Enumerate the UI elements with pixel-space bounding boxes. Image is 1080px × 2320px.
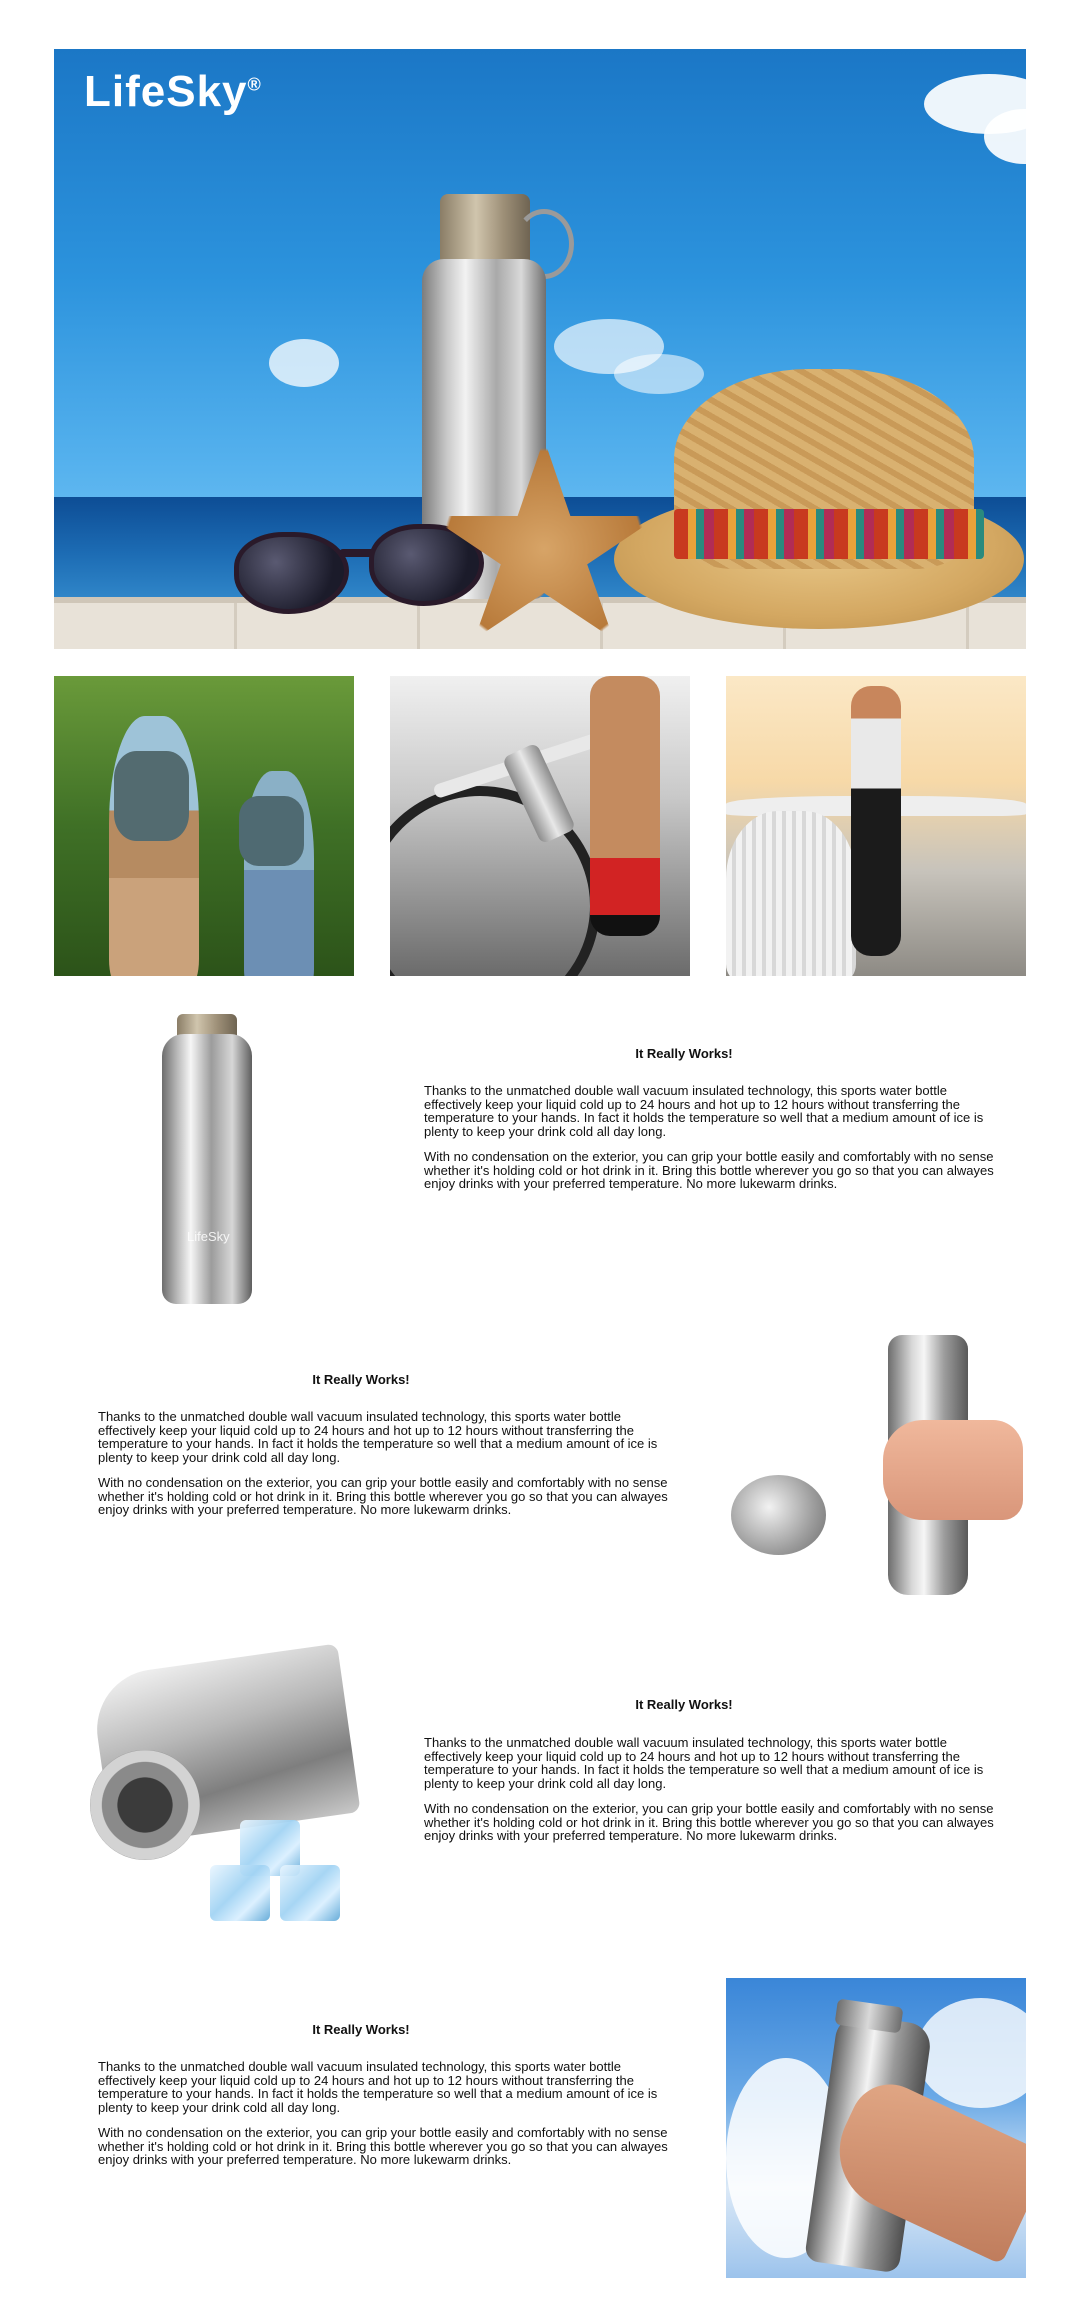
bottle-cap [731,1475,826,1555]
paragraph: With no condensation on the exterior, you can grip your bottle easily and comfortably with no sense whether it's holding cold or hot drink in it. Bring this bottle wherever you go so that you can alwayes enjoy drinks with your preferred temperature. No more lukewarm drinks. [98,1475,668,1517]
runner [851,686,901,956]
cloud [916,1998,1026,2108]
section-body [424,1736,1004,1855]
product-bottle [162,1014,252,1304]
brand-logo: LifeSky® [84,67,262,116]
sunglasses [234,524,484,614]
paragraph: Thanks to the unmatched double wall vacuum insulated technology, this sports water bottle effectively keep your liquid cold up to 24 hours and hot up to 12 hours without transferring the temperature to your hands. In fact it holds the temperature so well that a medium amount of ice is plenty to keep your drink cold all day long. [98,2059,658,2115]
section-title: It Really Works! [312,2022,410,2037]
hiking-photo [54,676,354,976]
cycling-photo [390,676,690,976]
paragraph: With no condensation on the exterior, you can grip your bottle easily and comfortably with no sense whether it's holding cold or hot drink in it. Bring this bottle wherever you go so that you can alwayes enjoy drinks with your preferred temperature. No more lukewarm drinks. [424,1149,994,1191]
backpack [239,796,304,866]
hero-banner-image [54,49,1026,649]
bottle-with-ice-image [90,1650,356,1940]
section-body [98,2060,678,2179]
section-title: It Really Works! [635,1046,733,1061]
section-body [424,1084,1004,1203]
ice-cube [280,1865,340,1921]
cyclist-leg [590,676,660,936]
paragraph: With no condensation on the exterior, you can grip your bottle easily and comfortably with no sense whether it's holding cold or hot drink in it. Bring this bottle wherever you go so that you can alwayes enjoy drinks with your preferred temperature. No more lukewarm drinks. [98,2125,668,2167]
bottle-body [162,1034,252,1304]
paragraph: Thanks to the unmatched double wall vacuum insulated technology, this sports water bottle effectively keep your liquid cold up to 24 hours and hot up to 12 hours without transferring the temperature to your hands. In fact it holds the temperature so well that a medium amount of ice is plenty to keep your drink cold all day long. [98,1409,658,1465]
backpack [114,751,189,841]
hat-band [674,509,984,559]
paragraph: Thanks to the unmatched double wall vacuum insulated technology, this sports water bottle effectively keep your liquid cold up to 24 hours and hot up to 12 hours without transferring the temperature to your hands. In fact it holds the temperature so well that a medium amount of ice is plenty to keep your drink cold all day long. [424,1735,984,1791]
cloud [614,354,704,394]
section-body [98,1410,678,1529]
paragraph: With no condensation on the exterior, you can grip your bottle easily and comfortably with no sense whether it's holding cold or hot drink in it. Bring this bottle wherever you go so that you can alwayes enjoy drinks with your preferred temperature. No more lukewarm drinks. [424,1801,994,1843]
bottle-mouth [90,1750,200,1860]
cloud [269,339,339,387]
section-title: It Really Works! [635,1697,733,1712]
bottle-sky-image [726,1978,1026,2278]
ice-cube [210,1865,270,1921]
paragraph: Thanks to the unmatched double wall vacuum insulated technology, this sports water bottle effectively keep your liquid cold up to 24 hours and hot up to 12 hours without transferring the temperature to your hands. In fact it holds the temperature so well that a medium amount of ice is plenty to keep your drink cold all day long. [424,1083,984,1139]
hand [883,1420,1023,1520]
running-photo [726,676,1026,976]
sunglasses-lens [234,532,349,614]
bottle-logo: LifeSky [187,1229,230,1244]
bottle-with-hand-image [733,1335,1026,1625]
railing [726,811,856,976]
section-title: It Really Works! [312,1372,410,1387]
